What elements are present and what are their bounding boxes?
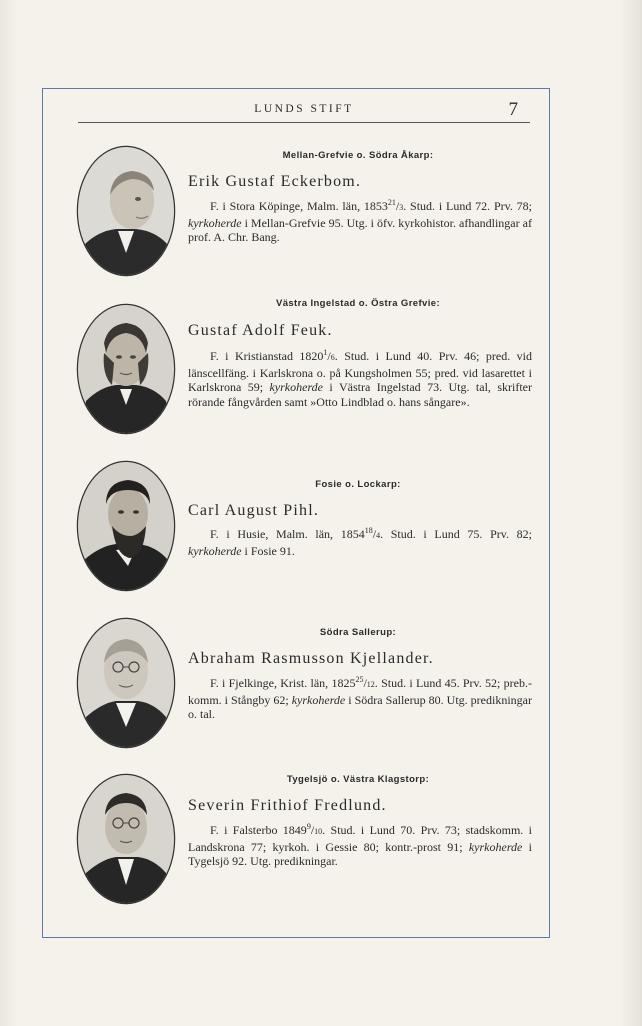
- clergy-name: Severin Frithiof Fredlund.: [188, 797, 387, 814]
- biography-entry: [72, 145, 542, 295]
- portrait-photo: [76, 303, 176, 435]
- biography-text: F. i Fjelkinge, Krist. län, 1825$^{25}$/12. Stud. i Lund 45. Prv. 52; preb.-komm. i Stångby 62; kyrkoherde i Södra Sallerup 80. Utg. predikningar o. tal.: [188, 675, 532, 722]
- portrait-photo: [76, 460, 176, 592]
- portrait-oval-icon: [76, 145, 176, 277]
- biography-text: F. i Husie, Malm. län, 1854$^{18}$/4. Stud. i Lund 75. Prv. 82; kyrkoherde i Fosie 91.: [188, 526, 532, 558]
- clergy-name: Gustaf Adolf Feuk.: [188, 322, 333, 339]
- biography-text: F. i Stora Köpinge, Malm. län, 1853$^{21}$/3. Stud. i Lund 72. Prv. 78; kyrkoherde i Mellan-Grefvie 95. Utg. i öfv. kyrkohistor. afhandlingar af prof. A. Chr. Bang.: [188, 198, 532, 245]
- parish-heading: Tygelsjö o. Västra Klagstorp:: [286, 774, 430, 785]
- portrait-photo: [76, 617, 176, 749]
- biography-text: F. i Kristianstad 1820$^1$/6. Stud. i Lund 40. Prv. 46; pred. vid länscellfäng. i Karlskrona o. på Kungsholmen 55; pred. vid lasarettet i Karlskrona 59; kyrkoherde i Västra Ingelstad 73. Utg. tal, skrifter rörande fångvården samt »Otto Lindblad o. hans sångare».: [188, 348, 532, 409]
- clergy-name: Erik Gustaf Eckerbom.: [188, 173, 362, 190]
- portrait-oval-icon: [76, 303, 176, 435]
- clergy-name: Abraham Rasmusson Kjellander.: [188, 650, 434, 667]
- portrait-oval-icon: [76, 460, 176, 592]
- biography-entry: [72, 460, 542, 610]
- biography-entry: [72, 617, 542, 767]
- parish-heading: Västra Ingelstad o. Östra Grefvie:: [275, 298, 441, 309]
- running-title: LUNDS STIFT: [254, 103, 354, 115]
- biography-text: F. i Falsterbo 1849$^9$/10. Stud. i Lund 70. Prv. 73; stadskomm. i Landskrona 77; kyrkoh. i Gessie 80; kontr.-prost 91; kyrkoherde i Tygelsjö 92. Utg. predikningar.: [188, 822, 533, 869]
- biography-entry: [72, 773, 542, 923]
- parish-heading: Fosie o. Lockarp:: [315, 479, 401, 490]
- clergy-name: Carl August Pihl.: [188, 502, 320, 519]
- page-number: 7: [508, 99, 518, 120]
- parish-heading: Södra Sallerup:: [319, 627, 397, 638]
- parish-heading: Mellan-Grefvie o. Södra Åkarp:: [282, 150, 434, 161]
- portrait-photo: [76, 145, 176, 277]
- biography-entry: [72, 298, 542, 451]
- portrait-oval-icon: [76, 617, 176, 749]
- running-head: [78, 100, 530, 123]
- portrait-oval-icon: [76, 773, 176, 905]
- portrait-photo: [76, 773, 176, 905]
